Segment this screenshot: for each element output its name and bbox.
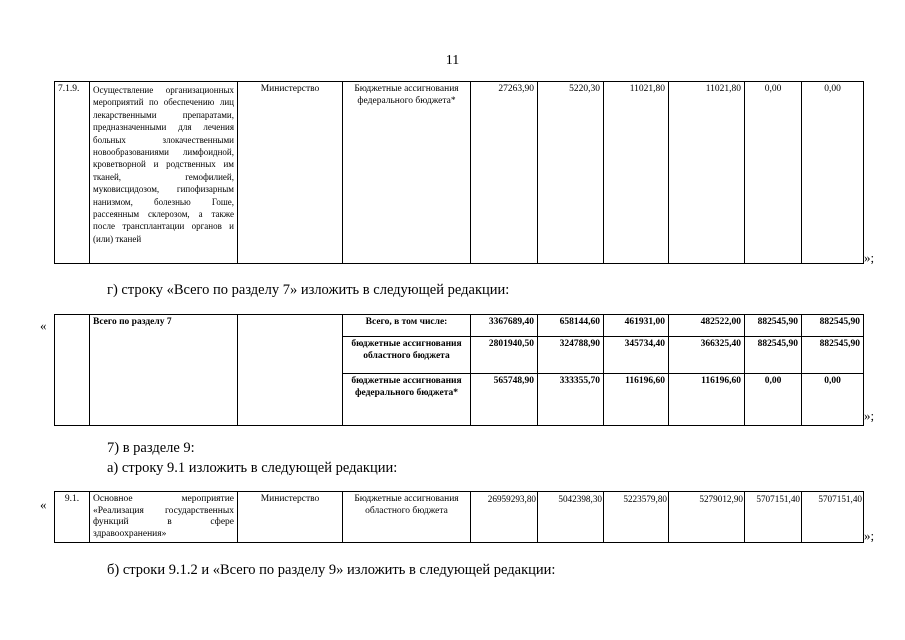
row-9-1-table: [54, 491, 864, 543]
row-funding-source: Всего, в том числе:: [343, 315, 471, 337]
value-cell: 5707151,40: [802, 492, 864, 543]
section-7-total-table: [54, 314, 864, 426]
closing-quote: »;: [864, 528, 875, 543]
value-cell: 482522,00: [669, 315, 745, 337]
value-cell: 882545,90: [802, 337, 864, 374]
opening-quote: «: [40, 318, 47, 333]
row-funding-source: бюджетные ассигнования областного бюджета: [343, 337, 471, 374]
table-row: [55, 315, 864, 337]
value-cell: 0,00: [745, 82, 802, 264]
table-row: [55, 82, 864, 264]
value-cell: 5707151,40: [745, 492, 802, 543]
opening-quote: «: [40, 497, 47, 512]
paragraph-a: а) строку 9.1 изложить в следующей редакции:: [107, 460, 398, 476]
value-cell: 658144,60: [538, 315, 604, 337]
value-cell: 2801940,50: [471, 337, 538, 374]
value-cell: 11021,80: [604, 82, 669, 264]
value-cell: 882545,90: [745, 337, 802, 374]
row-description: Основное мероприятие «Реализация государственных функций в сфере здравоохранения»: [90, 492, 238, 543]
value-cell: 333355,70: [538, 374, 604, 426]
value-cell: 324788,90: [538, 337, 604, 374]
value-cell: 366325,40: [669, 337, 745, 374]
value-cell: 26959293,80: [471, 492, 538, 543]
row-7-1-9-table: [54, 81, 864, 264]
value-cell: 5220,30: [538, 82, 604, 264]
value-cell: 5042398,30: [538, 492, 604, 543]
row-description: Осуществление организационных мероприятий по обеспечению лиц лекарственными препаратами, предназначенными для лечения больных злокачественными новообразованиями лимфоидной, кроветворной и родственных им тканей, гемофилией, муковисцидозом, гипофизарным нанизмом, болезнью Гоше, рассеянным склерозом, а также после трансплантации органов и (или) тканей: [90, 82, 238, 264]
total-label: Всего по разделу 7: [90, 315, 238, 426]
value-cell: 565748,90: [471, 374, 538, 426]
value-cell: 882545,90: [802, 315, 864, 337]
value-cell: 116196,60: [604, 374, 669, 426]
value-cell: 0,00: [802, 82, 864, 264]
page-number: 11: [445, 53, 460, 68]
value-cell: 882545,90: [745, 315, 802, 337]
row-number: 9.1.: [55, 492, 90, 543]
table-row: [55, 492, 864, 543]
row-funding-source: Бюджетные ассигнования областного бюджета: [343, 492, 471, 543]
value-cell: 5279012,90: [669, 492, 745, 543]
value-cell: 27263,90: [471, 82, 538, 264]
value-cell: 3367689,40: [471, 315, 538, 337]
value-cell: 0,00: [745, 374, 802, 426]
empty-cell: [238, 315, 343, 426]
paragraph-g: г) строку «Всего по разделу 7» изложить в следующей редакции:: [107, 282, 510, 298]
row-executor: Министерство: [238, 492, 343, 543]
closing-quote: »;: [864, 408, 875, 423]
row-funding-source: Бюджетные ассигнования федерального бюджета*: [343, 82, 471, 264]
value-cell: 0,00: [802, 374, 864, 426]
empty-cell: [55, 315, 90, 426]
value-cell: 461931,00: [604, 315, 669, 337]
value-cell: 5223579,80: [604, 492, 669, 543]
row-number: 7.1.9.: [55, 82, 90, 264]
row-executor: Министерство: [238, 82, 343, 264]
closing-quote: »;: [864, 250, 875, 265]
paragraph-b: б) строки 9.1.2 и «Всего по разделу 9» изложить в следующей редакции:: [107, 562, 556, 578]
paragraph-7: 7) в разделе 9:: [107, 440, 195, 456]
value-cell: 345734,40: [604, 337, 669, 374]
row-funding-source: бюджетные ассигнования федерального бюджета*: [343, 374, 471, 426]
value-cell: 11021,80: [669, 82, 745, 264]
value-cell: 116196,60: [669, 374, 745, 426]
